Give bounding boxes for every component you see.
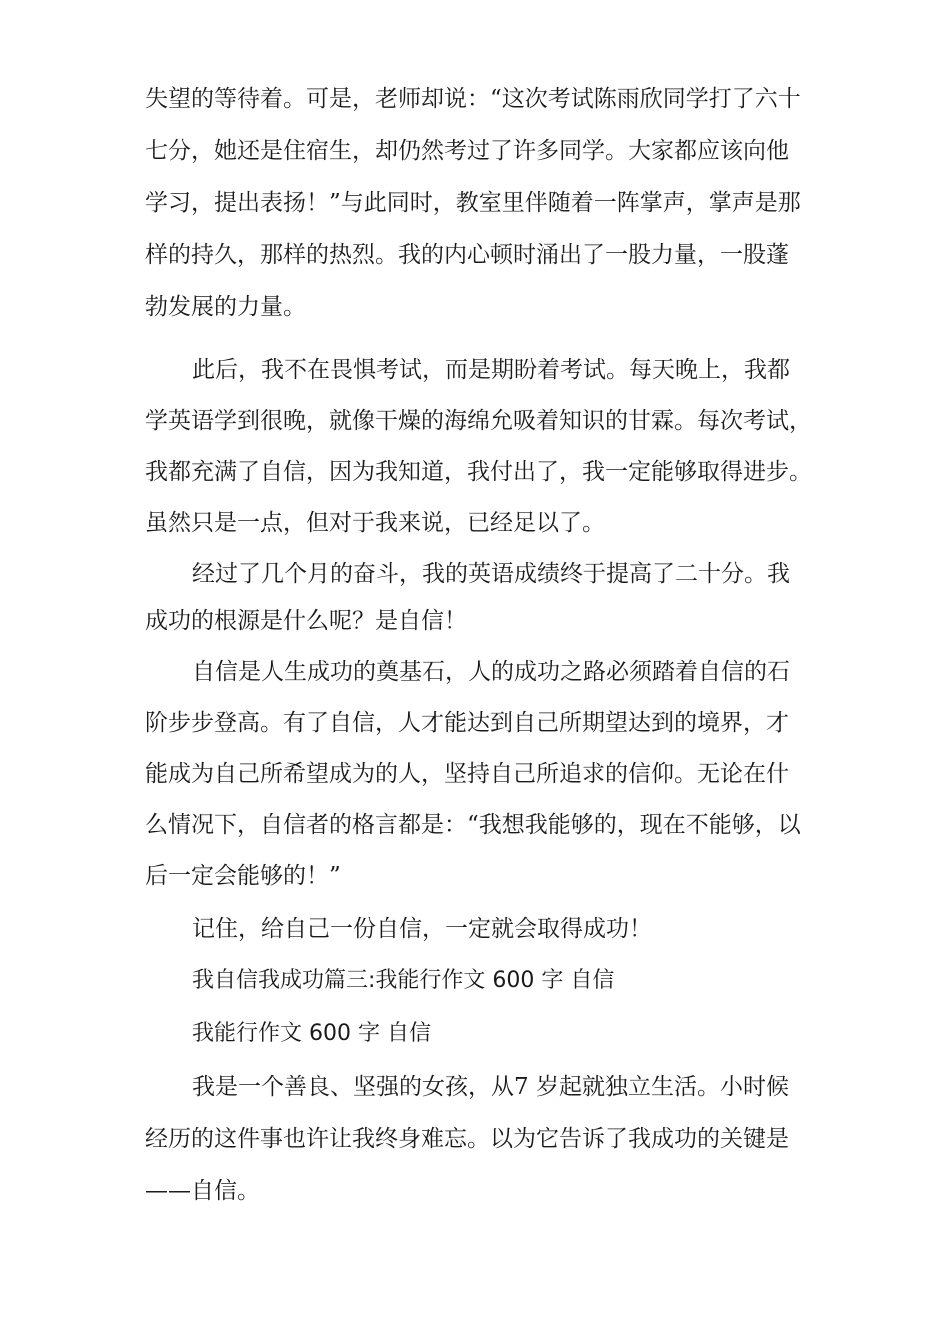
text-line: 勃发展的力量。 [145,294,306,320]
section-heading: 我自信我成功篇三:我能行作文 600 字 自信 [192,968,615,993]
text-line: 经历的这件事也许让我终身难忘。以为它告诉了我成功的关键是 [145,1126,789,1152]
text-line: 后一定会能够的！” [145,863,341,889]
article-title: 我能行作文 600 字 自信 [192,1021,431,1046]
text-line: 成功的根源是什么呢？是自信！ [145,608,467,634]
text-line: 自信是人生成功的奠基石，人的成功之路必须踏着自信的石 [192,659,790,685]
text-line: 虽然只是一点，但对于我来说，已经足以了。 [145,510,605,536]
text-line: 经过了几个月的奋斗，我的英语成绩终于提高了二十分。我 [192,561,790,587]
text-line: 我都充满了自信，因为我知道，我付出了，我一定能够取得进步。 [145,459,812,485]
text-line: 样的持久，那样的热烈。我的内心顿时涌出了一股力量，一股蓬 [145,242,789,268]
text-line: ——自信。 [145,1178,260,1204]
text-line: 此后，我不在畏惧考试，而是期盼着考试。每天晚上，我都 [192,357,790,383]
text-line: 学习，提出表扬！”与此同时，教室里伴随着一阵掌声，掌声是那 [145,190,801,216]
text-line: 我是一个善良、坚强的女孩，从7 岁起就独立生活。小时候 [192,1074,789,1100]
text-line: 能成为自己所希望成为的人，坚持自己所追求的信仰。无论在什 [145,761,789,787]
text-line: 阶步步登高。有了自信，人才能达到自己所期望达到的境界，才 [145,710,789,736]
text-line: 七分，她还是住宿生，却仍然考过了许多同学。大家都应该向他 [145,138,789,164]
text-line: 么情况下，自信者的格言都是：“我想我能够的，现在不能够，以 [145,812,801,838]
text-line: 记住，给自己一份自信，一定就会取得成功！ [192,916,652,942]
text-line: 失望的等待着。可是，老师却说：“这次考试陈雨欣同学打了六十 [145,86,801,112]
text-line: 学英语学到很晚，就像干燥的海绵允吸着知识的甘霖。每次考试， [145,408,812,434]
